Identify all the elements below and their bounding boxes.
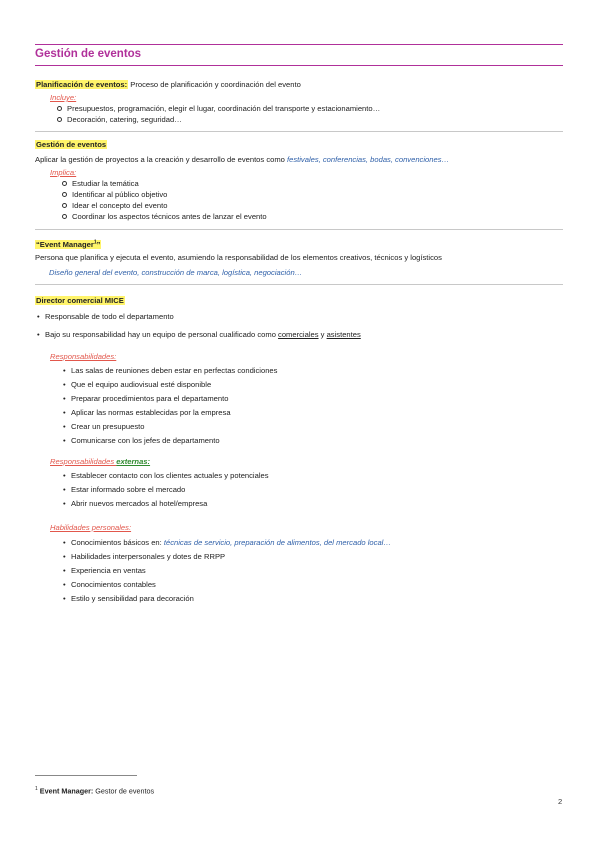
habilidad-item: • Experiencia en ventas — [63, 566, 146, 575]
implica-item: Estudiar la temática — [62, 179, 139, 189]
page-title: Gestión de eventos — [35, 48, 142, 60]
responsabilidad-item: • Que el equipo audiovisual esté disponible — [63, 380, 212, 389]
gestion-heading: Gestión de eventos — [36, 140, 107, 149]
event-manager-text: Persona que planifica y ejecuta el evento, asumiendo la responsabilidad de los elementos creativos, técnicos y logísticos — [35, 253, 442, 262]
externa-item: • Establecer contacto con los clientes actuales y potenciales — [63, 471, 269, 480]
externa-item: • Abrir nuevos mercados al hotel/empresa — [63, 499, 208, 508]
footnote-rule — [35, 775, 137, 776]
habilidades-label: Habilidades personales: — [50, 523, 132, 532]
responsabilidades-label: Responsabilidades: — [50, 352, 117, 361]
gestion-text: Aplicar la gestión de proyectos a la creación y desarrollo de eventos como festivales, conferencias, bodas, convenciones… — [35, 155, 450, 164]
externa-item: • Estar informado sobre el mercado — [63, 485, 186, 494]
incluye-item: Decoración, catering, seguridad… — [57, 115, 182, 125]
habilidad-item: • Estilo y sensibilidad para decoración — [63, 594, 194, 603]
habilidad-item: • Conocimientos básicos en: técnicas de servicio, preparación de alimentos, del mercado local… — [63, 538, 391, 547]
implica-item: Identificar al público objetivo — [62, 190, 167, 200]
responsabilidad-item: • Comunicarse con los jefes de departamento — [63, 436, 220, 445]
gestion-heading-line — [35, 140, 107, 150]
responsabilidad-item: • Las salas de reuniones deben estar en perfectas condiciones — [63, 366, 278, 375]
habilidad-item: • Habilidades interpersonales y dotes de RRPP — [63, 552, 226, 561]
planificacion-line — [35, 80, 301, 90]
footnote: $^1$ Event Manager: Gestor de eventos — [35, 786, 155, 796]
incluye-label: Incluye: — [50, 93, 77, 102]
event-manager-italic: Diseño general del evento, construcción de marca, logística, negociación… — [49, 268, 303, 277]
divider — [35, 131, 563, 132]
event-manager-heading: “Event Manager$^1$” — [36, 239, 101, 249]
implica-item: Coordinar los aspectos técnicos antes de lanzar el evento — [62, 212, 267, 222]
director-heading-line — [35, 296, 125, 306]
director-heading: Director comercial MICE — [36, 296, 124, 305]
director-bullet: • Bajo su responsabilidad hay un equipo de personal cualificado como comerciales y asistentes — [37, 330, 361, 339]
planificacion-heading: Planificación de eventos: — [36, 80, 128, 89]
page-number: 2 — [558, 797, 563, 806]
director-bullet: • Responsable de todo el departamento — [37, 312, 174, 321]
planificacion-text: Proceso de planificación y coordinación del evento — [130, 80, 301, 89]
implica-label: Implica: — [50, 168, 77, 177]
divider — [35, 284, 563, 285]
responsabilidad-item: • Preparar procedimientos para el departamento — [63, 394, 229, 403]
top-rule — [35, 44, 563, 45]
divider — [35, 229, 563, 230]
event-manager-heading-line — [35, 237, 101, 250]
responsabilidades-externas-label: Responsabilidades externas: — [50, 457, 151, 466]
implica-item: Idear el concepto del evento — [62, 201, 167, 211]
responsabilidad-item: • Crear un presupuesto — [63, 422, 145, 431]
habilidad-item: • Conocimientos contables — [63, 580, 156, 589]
title-rule — [35, 65, 563, 66]
responsabilidad-item: • Aplicar las normas establecidas por la empresa — [63, 408, 231, 417]
incluye-item: Presupuestos, programación, elegir el lugar, coordinación del transporte y estacionamiento… — [57, 104, 380, 114]
